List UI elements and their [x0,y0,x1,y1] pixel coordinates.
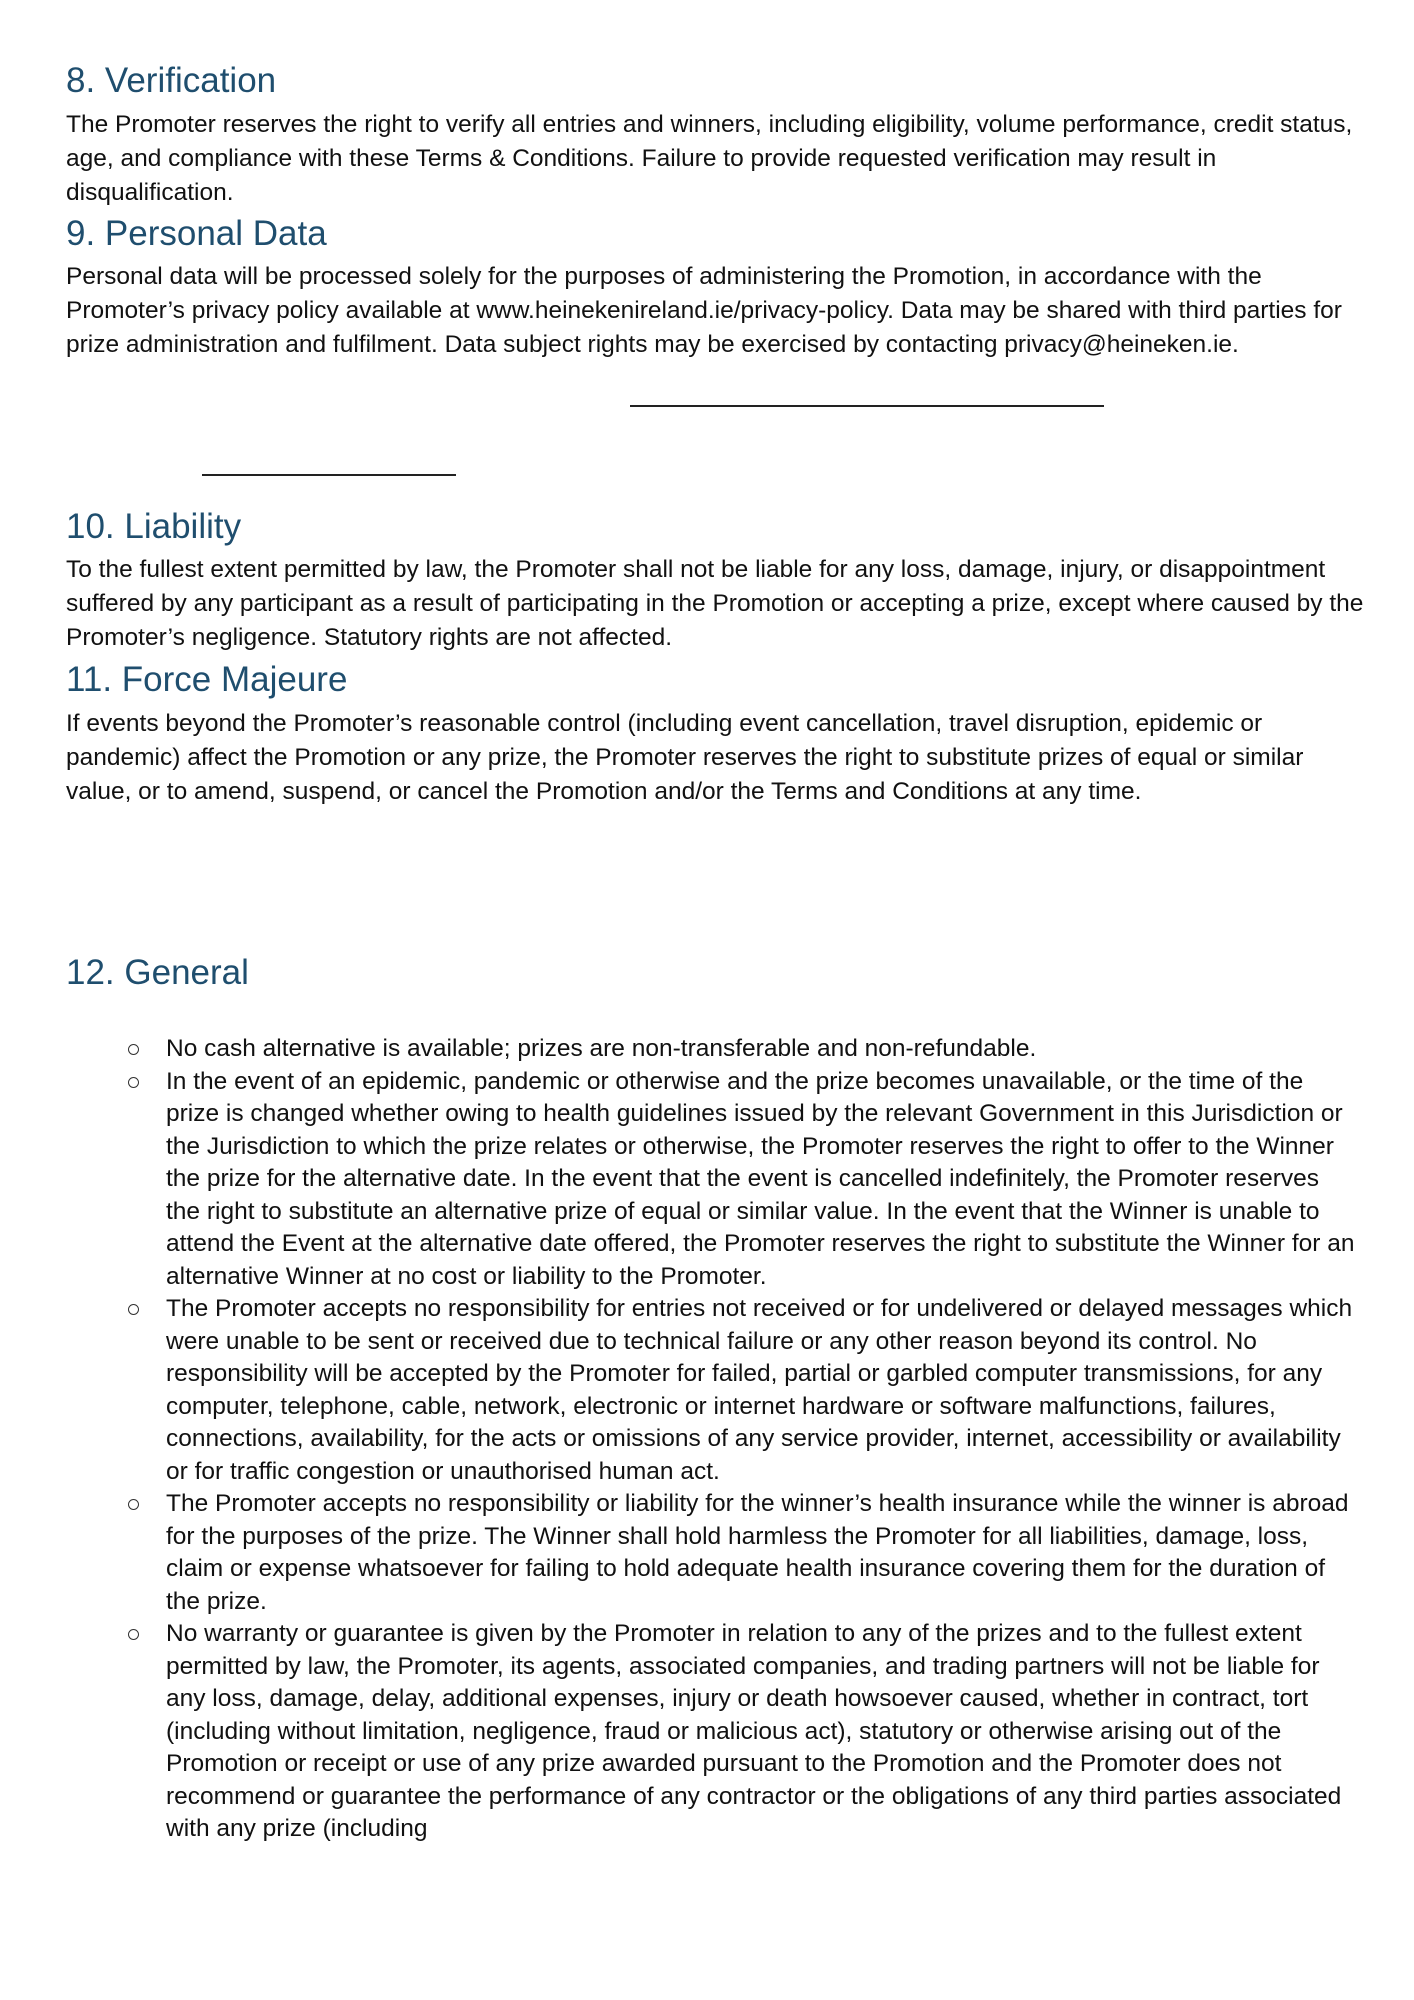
list-item-text: In the event of an epidemic, pandemic or otherwise and the prize becomes unavailable, or the time of the prize is changed whether owing to health guidelines issued by the relevant Government in this Jurisdiction or the Jurisdiction to which the prize relates or otherwise, the Promoter reserves the right to offer to the Winner the prize for the alternative date. In the event that the event is cancelled indefinitely, the Promoter reserves the right to substitute an alternative prize of equal or similar value. In the event that the Winner is unable to attend the Event at the alternative date offered, the Promoter reserves the right to substitute the Winner for an alternative Winner at no cost or liability to the Promoter. [166,1067,1355,1290]
heading-verification: 8. Verification [66,61,277,100]
paragraph-personal-data: Personal data will be processed solely for the purposes of administering the Promotion, in accordance with the Promoter’s privacy policy available at www.heinekenireland.ie/privacy-policy. Data may be shared with third parties for prize administration and fulfilment. Data subject rights may be exercised by contacting privacy@heineken.ie. [66,263,1342,358]
signature-line-left [202,474,456,476]
heading-general: 12. General [66,953,249,992]
list-item [128,1033,1358,1066]
heading-personal-data: 9. Personal Data [66,214,327,253]
hollow-circle-bullet-icon [128,1304,139,1315]
list-item [128,1066,1358,1294]
heading-force-majeure: 11. Force Majeure [66,660,348,699]
list-item [128,1618,1358,1846]
list-item-text: The Promoter accepts no responsibility for entries not received or for undelivered or delayed messages which were unable to be sent or received due to technical failure or any other reason beyond its control. No responsibility will be accepted by the Promoter for failed, partial or garbled computer transmissions, for any computer, telephone, cable, network, electronic or internet hardware or software malfunctions, failures, connections, availability, for the acts or omissions of any service provider, internet, accessibility or availability or for traffic congestion or unauthorised human act. [166,1295,1353,1485]
paragraph-verification: The Promoter reserves the right to verify all entries and winners, including eligibility, volume performance, credit status, age, and compliance with these Terms & Conditions. Failure to provide requested verification may result in disqualification. [66,111,1353,206]
paragraph-force-majeure: If events beyond the Promoter’s reasonable control (including event cancellation, travel disruption, epidemic or pandemic) affect the Promotion or any prize, the Promoter reserves the right to substitute prizes of equal or similar value, or to amend, suspend, or cancel the Promotion and/or the Terms and Conditions at any time. [66,710,1304,805]
heading-liability: 10. Liability [66,507,242,546]
hollow-circle-bullet-icon [128,1044,139,1055]
hollow-circle-bullet-icon [128,1499,139,1510]
list-item [128,1488,1358,1618]
list-item-text: The Promoter accepts no responsibility or liability for the winner’s health insurance while the winner is abroad for the purposes of the prize. The Winner shall hold harmless the Promoter for all liabilities, damage, loss, claim or expense whatsoever for failing to hold adequate health insurance covering them for the duration of the prize. [166,1490,1349,1615]
general-bullet-list [128,1033,1358,1846]
hollow-circle-bullet-icon [128,1077,139,1088]
list-item-text: No cash alternative is available; prizes are non-transferable and non-refundable. [166,1035,1037,1062]
paragraph-liability: To the fullest extent permitted by law, the Promoter shall not be liable for any loss, damage, injury, or disappointment suffered by any participant as a result of participating in the Promotion or accepting a prize, except where caused by the Promoter’s negligence. Statutory rights are not affected. [66,556,1364,651]
list-item-text: No warranty or guarantee is given by the Promoter in relation to any of the prizes and to the fullest extent permitted by law, the Promoter, its agents, associated companies, and trading partners will not be liable for any loss, damage, delay, additional expenses, injury or death howsoever caused, whether in contract, tort (including without limitation, negligence, fraud or malicious act), statutory or otherwise arising out of the Promotion or receipt or use of any prize awarded pursuant to the Promotion and the Promoter does not recommend or guarantee the performance of any contractor or the obligations of any third parties associated with any prize (including [166,1620,1342,1842]
hollow-circle-bullet-icon [128,1629,139,1640]
list-item [128,1293,1358,1488]
signature-line-right [630,405,1104,407]
